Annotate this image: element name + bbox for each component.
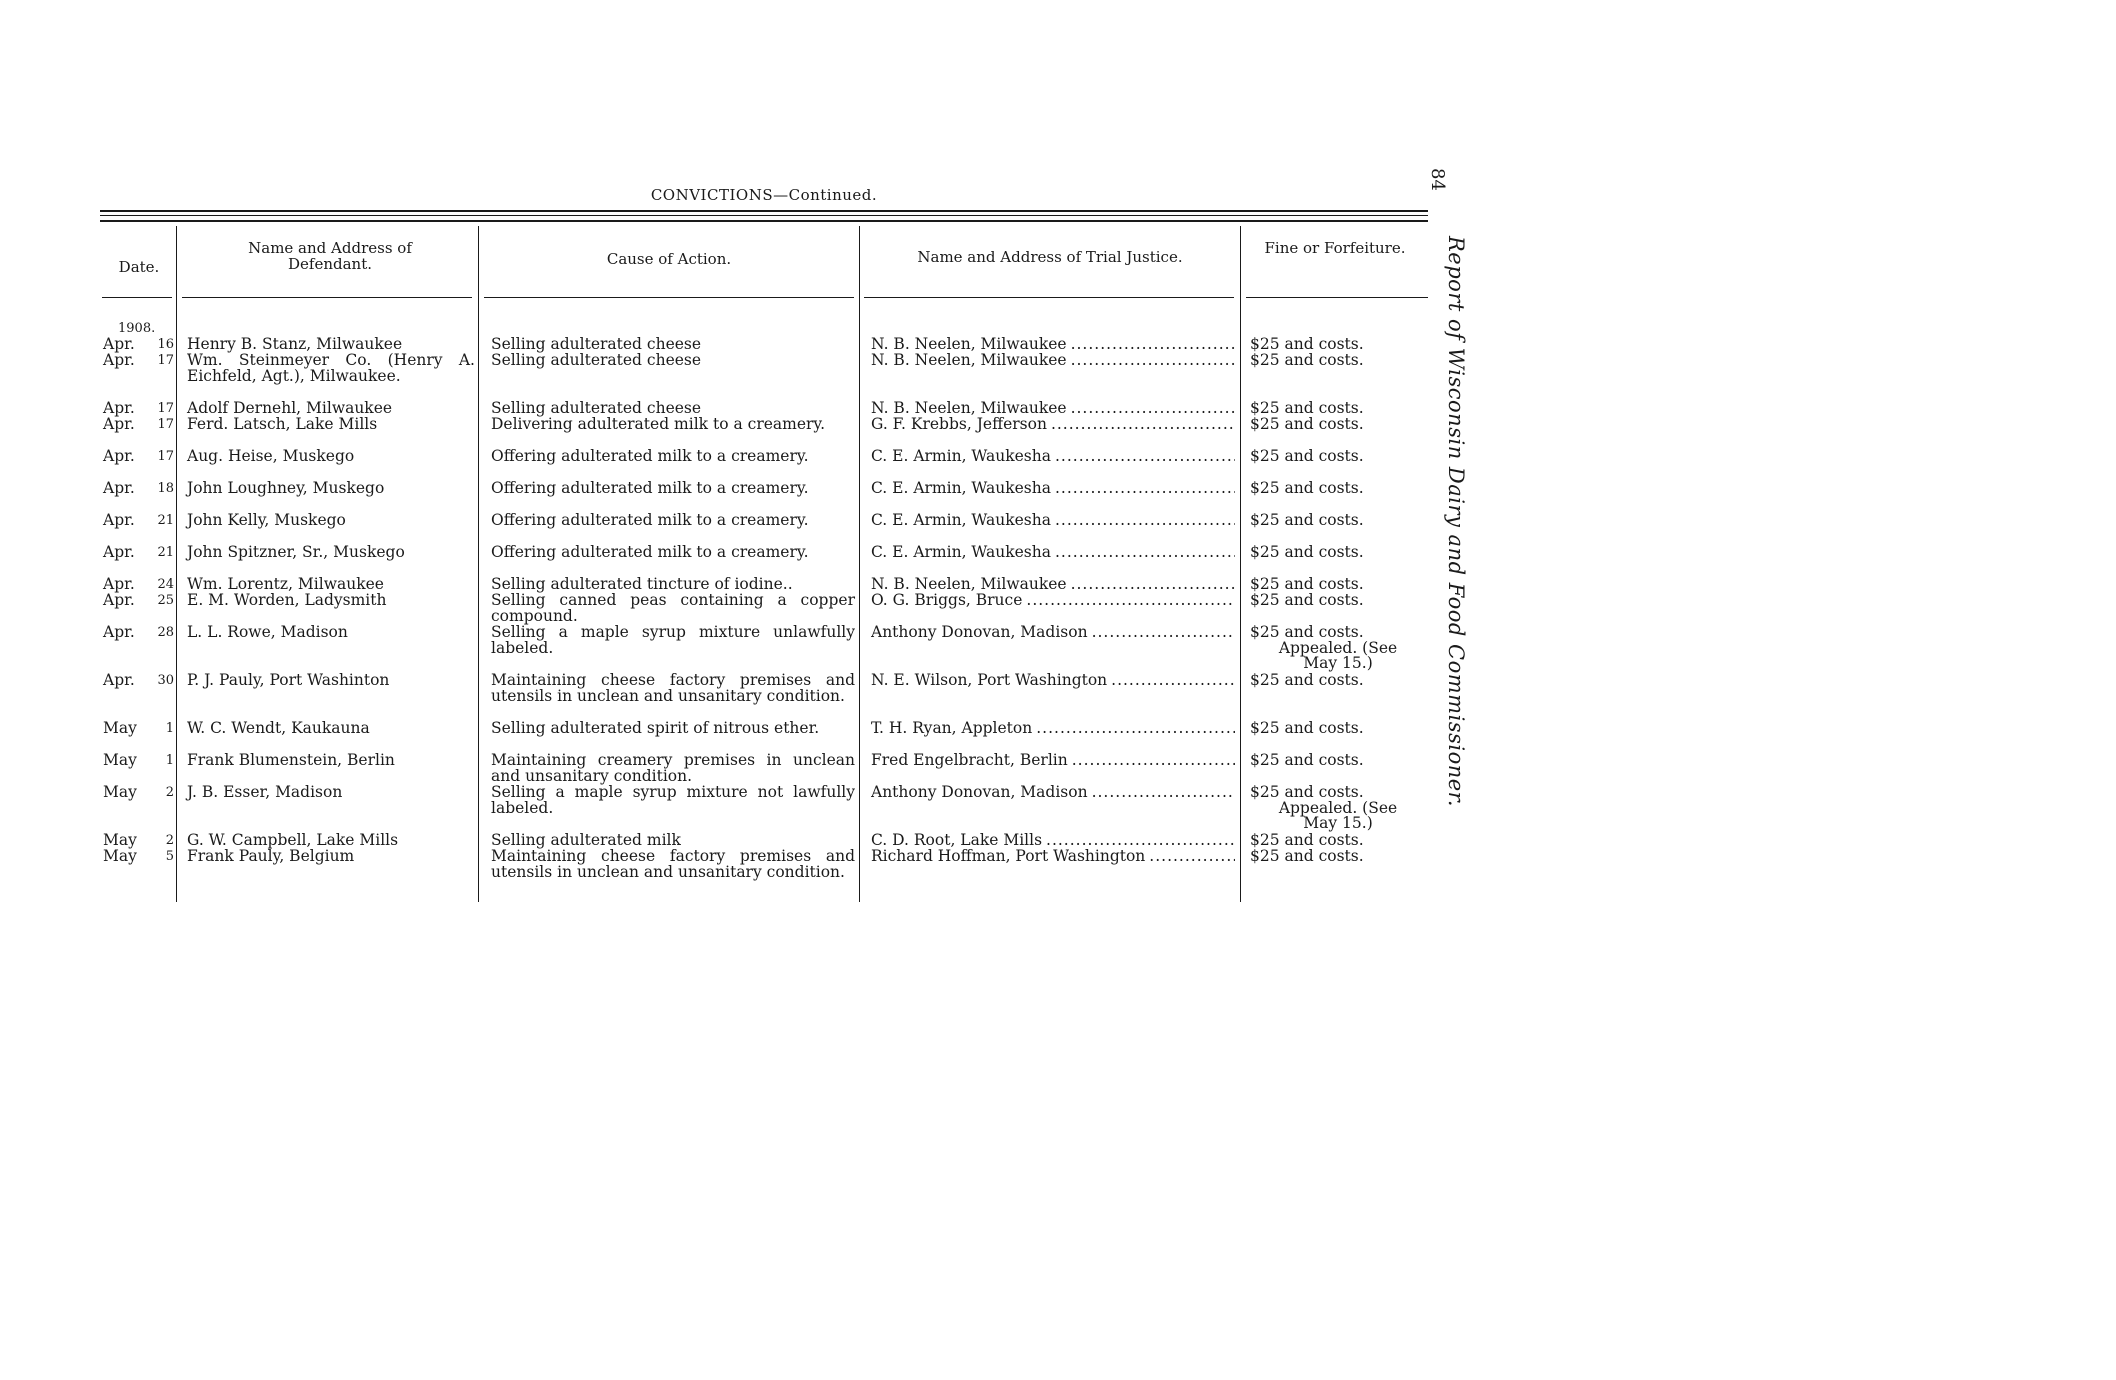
cause-cell: Selling adulterated milk <box>491 831 681 849</box>
fine-amount: $25 and costs. <box>1250 511 1364 529</box>
defendant-cell: P. J. Pauly, Port Washinton <box>187 671 390 689</box>
justice-name: Anthony Donovan, Madison <box>871 625 1088 641</box>
defendant-cell: John Spitzner, Sr., Muskego <box>187 543 405 561</box>
fine-cell <box>1250 353 1425 369</box>
date-month: Apr. <box>103 511 135 529</box>
date-day: 21 <box>157 513 174 528</box>
justice-cell <box>871 481 1235 497</box>
fine-amount: $25 and costs. <box>1250 479 1364 497</box>
date-month: Apr. <box>103 543 135 561</box>
dot-leader <box>1055 545 1235 561</box>
date-day: 21 <box>157 545 174 560</box>
justice-name: N. B. Neelen, Milwaukee <box>871 577 1067 593</box>
date-month: Apr. <box>103 575 135 593</box>
top-rule-thin <box>100 215 1428 216</box>
justice-name: C. E. Armin, Waukesha <box>871 449 1051 465</box>
justice-name: N. B. Neelen, Milwaukee <box>871 353 1067 369</box>
date-day: 16 <box>157 337 174 352</box>
column-divider <box>859 226 860 902</box>
dot-leader <box>1092 625 1235 641</box>
date-month: Apr. <box>103 447 135 465</box>
header-underline <box>484 297 854 298</box>
defendant-cell: G. W. Campbell, Lake Mills <box>187 831 399 849</box>
dot-leader <box>1051 417 1235 433</box>
top-rule <box>100 210 1428 212</box>
dot-leader <box>1026 593 1235 609</box>
defendant-cell: Ferd. Latsch, Lake Mills <box>187 415 378 433</box>
defendant-cell: Wm. Steinmeyer Co. (Henry A. Eichfeld, Agt.), Milwaukee. <box>187 351 475 385</box>
fine-amount: $25 and costs. <box>1250 671 1364 689</box>
fine-cell <box>1250 593 1425 609</box>
fine-amount: $25 and costs. <box>1250 623 1364 641</box>
date-day: 17 <box>157 401 174 416</box>
justice-name: N. B. Neelen, Milwaukee <box>871 401 1067 417</box>
cause-cell: Selling canned peas containing a copper compound. <box>491 591 855 625</box>
justice-name: C. D. Root, Lake Mills <box>871 833 1043 849</box>
page-number: 84 <box>1427 168 1448 191</box>
header-underline <box>182 297 472 298</box>
date-month: May <box>103 847 137 865</box>
fine-cell <box>1250 449 1425 465</box>
column-header-cause: Cause of Action. <box>606 250 732 268</box>
fine-amount: $25 and costs. <box>1250 543 1364 561</box>
cause-cell: Maintaining cheese factory premises and utensils in unclean and unsanitary condition. <box>491 671 855 705</box>
justice-cell <box>871 577 1235 593</box>
dot-leader <box>1149 849 1235 865</box>
fine-amount: $25 and costs. <box>1250 591 1364 609</box>
justice-cell <box>871 785 1235 801</box>
date-day: 28 <box>157 625 174 640</box>
header-underline <box>864 297 1234 298</box>
cause-cell: Delivering adulterated milk to a creamery. <box>491 415 826 433</box>
defendant-cell: W. C. Wendt, Kaukauna <box>187 719 370 737</box>
fine-amount: $25 and costs. <box>1250 335 1364 353</box>
cause-cell: Offering adulterated milk to a creamery. <box>491 479 809 497</box>
defendant-cell: John Kelly, Muskego <box>187 511 346 529</box>
cause-cell: Offering adulterated milk to a creamery. <box>491 447 809 465</box>
cause-cell: Selling adulterated tincture of iodine.. <box>491 575 793 593</box>
fine-cell <box>1250 721 1425 737</box>
date-month: May <box>103 719 137 737</box>
fine-amount: $25 and costs. <box>1250 575 1364 593</box>
date-month: Apr. <box>103 591 135 609</box>
defendant-cell: John Loughney, Muskego <box>187 479 385 497</box>
justice-cell <box>871 449 1235 465</box>
fine-note: Appealed. (See May 15.) <box>1278 798 1398 832</box>
header-underline <box>102 297 172 298</box>
justice-cell <box>871 721 1235 737</box>
defendant-cell: J. B. Esser, Madison <box>187 783 343 801</box>
justice-cell <box>871 401 1235 417</box>
date-day: 25 <box>157 593 174 608</box>
header-underline <box>1246 297 1428 298</box>
justice-name: C. E. Armin, Waukesha <box>871 513 1051 529</box>
column-header-date: Date. <box>118 258 160 276</box>
dot-leader <box>1092 785 1235 801</box>
defendant-cell: Aug. Heise, Muskego <box>187 447 355 465</box>
column-divider <box>176 226 177 902</box>
fine-cell <box>1250 849 1425 865</box>
justice-name: Fred Engelbracht, Berlin <box>871 753 1068 769</box>
date-day: 17 <box>157 417 174 432</box>
date-day: 30 <box>157 673 174 688</box>
cause-cell: Selling a maple syrup mixture not lawfully labeled. <box>491 783 855 817</box>
justice-cell <box>871 625 1235 641</box>
defendant-cell: L. L. Rowe, Madison <box>187 623 348 641</box>
justice-name: C. E. Armin, Waukesha <box>871 545 1051 561</box>
dot-leader <box>1036 721 1235 737</box>
date-month: Apr. <box>103 623 135 641</box>
justice-cell <box>871 353 1235 369</box>
cause-cell: Selling adulterated cheese <box>491 335 702 353</box>
defendant-cell: Wm. Lorentz, Milwaukee <box>187 575 384 593</box>
fine-amount: $25 and costs. <box>1250 783 1364 801</box>
date-day: 1 <box>165 721 174 736</box>
date-day: 18 <box>157 481 174 496</box>
defendant-cell: Frank Blumenstein, Berlin <box>187 751 395 769</box>
date-day: 5 <box>165 849 174 864</box>
cause-cell: Selling a maple syrup mixture unlawfully labeled. <box>491 623 855 657</box>
date-day: 17 <box>157 449 174 464</box>
fine-cell <box>1250 753 1425 769</box>
justice-name: N. E. Wilson, Port Washington <box>871 673 1108 689</box>
defendant-cell: E. M. Worden, Ladysmith <box>187 591 387 609</box>
cause-cell: Selling adulterated spirit of nitrous ether. <box>491 719 820 737</box>
dot-leader <box>1071 577 1235 593</box>
defendant-cell: Adolf Dernehl, Milwaukee <box>187 399 393 417</box>
justice-cell <box>871 593 1235 609</box>
date-month: Apr. <box>103 335 135 353</box>
fine-amount: $25 and costs. <box>1250 447 1364 465</box>
fine-amount: $25 and costs. <box>1250 415 1364 433</box>
fine-cell <box>1250 513 1425 529</box>
date-month: Apr. <box>103 479 135 497</box>
fine-amount: $25 and costs. <box>1250 351 1364 369</box>
fine-cell <box>1250 673 1425 689</box>
cause-cell: Offering adulterated milk to a creamery. <box>491 543 809 561</box>
dot-leader <box>1055 449 1235 465</box>
dot-leader <box>1072 753 1235 769</box>
justice-cell <box>871 417 1235 433</box>
dot-leader <box>1111 673 1235 689</box>
justice-cell <box>871 673 1235 689</box>
page-heading: CONVICTIONS—Continued. <box>650 186 878 204</box>
date-month: May <box>103 751 137 769</box>
date-month: Apr. <box>103 671 135 689</box>
column-divider <box>1240 226 1241 902</box>
dot-leader <box>1071 401 1235 417</box>
fine-amount: $25 and costs. <box>1250 399 1364 417</box>
justice-cell <box>871 753 1235 769</box>
running-head: Report of Wisconsin Dairy and Food Commissioner. <box>1444 236 1468 808</box>
date-day: 17 <box>157 353 174 368</box>
date-month: May <box>103 783 137 801</box>
cause-cell: Maintaining creamery premises in unclean and unsanitary condition. <box>491 751 855 785</box>
justice-name: C. E. Armin, Waukesha <box>871 481 1051 497</box>
justice-cell <box>871 513 1235 529</box>
dot-leader <box>1071 353 1235 369</box>
fine-cell <box>1250 785 1425 832</box>
column-header-fine: Fine or Forfeiture. <box>1264 239 1406 257</box>
date-month: Apr. <box>103 415 135 433</box>
defendant-cell: Frank Pauly, Belgium <box>187 847 355 865</box>
justice-name: Richard Hoffman, Port Washington <box>871 849 1146 865</box>
fine-cell <box>1250 417 1425 433</box>
year-label: 1908. <box>118 321 156 336</box>
justice-name: O. G. Briggs, Bruce <box>871 593 1023 609</box>
date-month: Apr. <box>103 351 135 369</box>
fine-amount: $25 and costs. <box>1250 751 1364 769</box>
header-rule <box>100 220 1428 222</box>
dot-leader <box>1046 833 1235 849</box>
fine-note: Appealed. (See May 15.) <box>1278 638 1398 672</box>
cause-cell: Maintaining cheese factory premises and utensils in unclean and unsanitary condition. <box>491 847 855 881</box>
cause-cell: Offering adulterated milk to a creamery. <box>491 511 809 529</box>
justice-cell <box>871 833 1235 849</box>
fine-cell <box>1250 481 1425 497</box>
date-day: 24 <box>157 577 174 592</box>
date-day: 2 <box>165 833 174 848</box>
date-month: Apr. <box>103 399 135 417</box>
cause-cell: Selling adulterated cheese <box>491 351 702 369</box>
fine-cell <box>1250 625 1425 672</box>
dot-leader <box>1071 337 1235 353</box>
dot-leader <box>1055 481 1235 497</box>
defendant-cell: Henry B. Stanz, Milwaukee <box>187 335 403 353</box>
date-day: 1 <box>165 753 174 768</box>
justice-cell <box>871 849 1235 865</box>
justice-name: N. B. Neelen, Milwaukee <box>871 337 1067 353</box>
column-header-defendant: Name and Address of Defendant. <box>248 239 412 273</box>
justice-name: Anthony Donovan, Madison <box>871 785 1088 801</box>
dot-leader <box>1055 513 1235 529</box>
fine-amount: $25 and costs. <box>1250 831 1364 849</box>
fine-cell <box>1250 545 1425 561</box>
justice-name: G. F. Krebbs, Jefferson <box>871 417 1047 433</box>
column-header-justice: Name and Address of Trial Justice. <box>917 248 1183 266</box>
justice-cell <box>871 337 1235 353</box>
column-divider <box>478 226 479 902</box>
justice-name: T. H. Ryan, Appleton <box>871 721 1033 737</box>
fine-amount: $25 and costs. <box>1250 847 1364 865</box>
date-month: May <box>103 831 137 849</box>
justice-cell <box>871 545 1235 561</box>
date-day: 2 <box>165 785 174 800</box>
cause-cell: Selling adulterated cheese <box>491 399 702 417</box>
fine-amount: $25 and costs. <box>1250 719 1364 737</box>
